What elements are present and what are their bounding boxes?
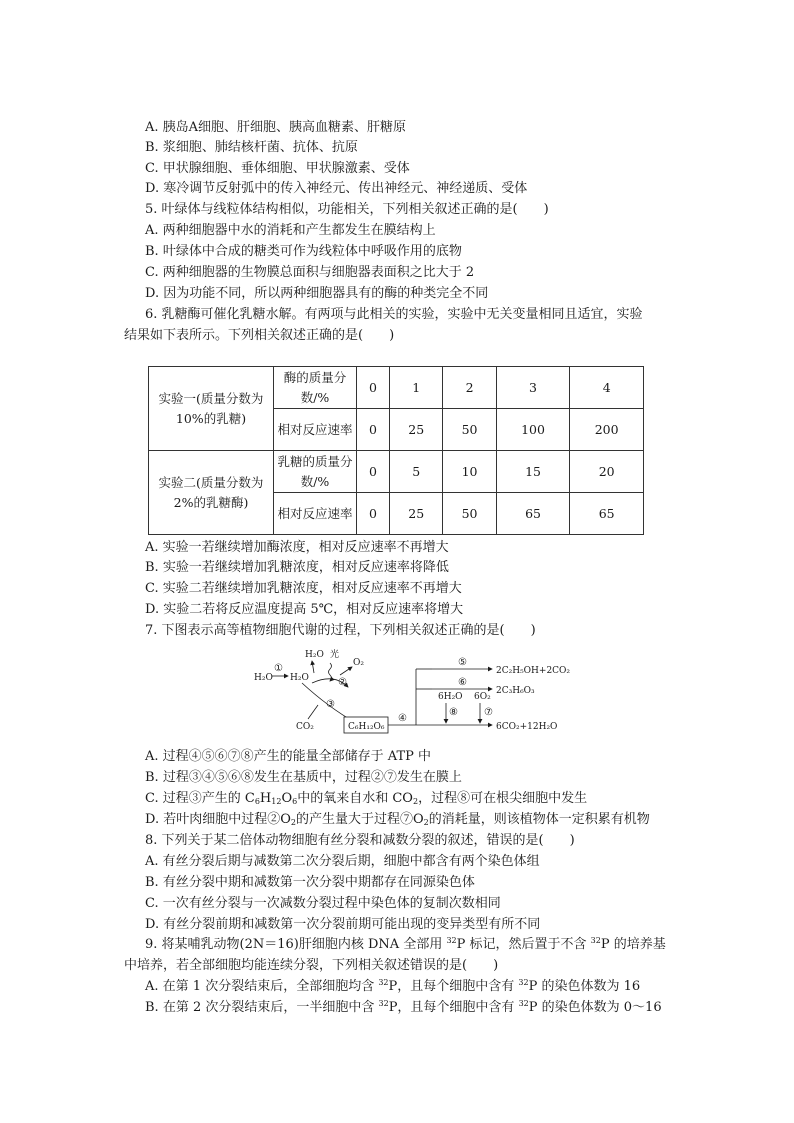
q8-option-c: C. 一次有丝分裂与一次减数分裂过程中染色体的复制次数相同 (145, 896, 501, 911)
process-3-label: ③ (326, 699, 335, 710)
water-arrow (312, 661, 314, 673)
co2-label: CO₂ (296, 722, 314, 732)
exp2-rate-label: 相对反应速率 (274, 493, 357, 535)
exp1-rate-value: 50 (443, 409, 496, 451)
q5-option-c: C. 两种细胞器的生物膜总面积与细胞器表面积之比大于 2 (145, 265, 475, 280)
h2o-left-label: H₂O (254, 673, 273, 683)
q8-option-d: D. 有丝分裂前期和减数第一次分裂前期可能出现的变异类型有所不同 (145, 917, 541, 932)
exp1-var-value: 2 (443, 367, 496, 409)
prev-option-d: D. 寒冷调节反射弧中的传入神经元、传出神经元、神经递质、受体 (145, 181, 528, 196)
ethanol-product-label: 2C₂H₅OH+2CO₂ (496, 666, 571, 676)
exp2-var-value: 10 (443, 451, 496, 493)
exp1-label: 实验一(质量分数为 10%的乳糖) (149, 367, 274, 451)
prev-option-b: B. 浆细胞、肺结核杆菌、抗体、抗原 (145, 140, 358, 155)
final-product-label: 6CO₂+12H₂O (496, 722, 558, 732)
q9-stem-line1: 9. 将某哺乳动物(2N＝16)肝细胞内核 DNA 全部用 $^{32}$P 标记，然后置于不含 $^{32}$P 的培养基 (145, 936, 666, 952)
q7-option-d: D. 若叶肉细胞中过程$②O_2$的产生量大于过程$⑦O_2$的消耗量，则该植物体一定积累有机物 (145, 812, 650, 827)
q5-stem: 5. 叶绿体与线粒体结构相似，功能相关，下列相关叙述正确的是( ) (145, 202, 549, 217)
q7-option-c: C. 过程③产生的 $C_6H_{12}O_6$中的氧来自水和 $CO_2$，过程⑧可在根尖细胞中发生 (145, 791, 588, 806)
process-8-label: ⑧ (449, 707, 458, 718)
exp2-label: 实验二(质量分数为 2%的乳糖酶) (149, 451, 274, 535)
process-2-label: ② (338, 677, 347, 688)
exp2-var-value: 5 (390, 451, 443, 493)
process-5-label: ⑤ (458, 657, 467, 668)
prev-option-a: A. 胰岛A细胞、肝细胞、胰高血糖素、肝糖原 (145, 120, 407, 135)
exp2-var-value: 15 (496, 451, 570, 493)
q8-option-a: A. 有丝分裂后期与减数第二次分裂后期，细胞中都含有两个染色体组 (145, 854, 540, 869)
exp1-rate-value: 100 (496, 409, 570, 451)
exp2-var-value: 20 (570, 451, 644, 493)
exp1-var-value: 1 (390, 367, 443, 409)
q5-option-b: B. 叶绿体中合成的糖类可作为线粒体中呼吸作用的底物 (145, 244, 462, 259)
q6-stem-line1: 6. 乳糖酶可催化乳糖水解。有两项与此相关的实验，实验中无关变量相同且适宜，实验 (145, 307, 643, 322)
exp1-var-value: 0 (357, 367, 390, 409)
exp2-var-value: 0 (357, 451, 390, 493)
exp1-var-label: 酶的质量分数/% (274, 367, 357, 409)
exp1-rate-label: 相对反应速率 (274, 409, 357, 451)
o2-arrow (340, 667, 352, 675)
process-7-label: ⑦ (484, 707, 493, 718)
q6-option-d: D. 实验二若将反应温度提高 5℃，相对反应速率将增大 (145, 602, 464, 617)
exp1-rate-value: 200 (570, 409, 644, 451)
o2-input-label: 6O₂ (474, 692, 491, 702)
q7-option-a: A. 过程④⑤⑥⑦⑧产生的能量全部储存于 ATP 中 (145, 749, 432, 764)
exp2-rate-value: 65 (496, 493, 570, 535)
exp2-var-label: 乳糖的质量分数/% (274, 451, 357, 493)
co2-line (308, 705, 318, 719)
exp2-rate-value: 0 (357, 493, 390, 535)
q5-option-a: A. 两种细胞器中水的消耗和产生都发生在膜结构上 (145, 223, 436, 238)
exp1-var-value: 4 (570, 367, 644, 409)
q8-option-b: B. 有丝分裂中期和减数第一次分裂中期都存在同源染色体 (145, 875, 475, 890)
q9-stem-line2: 中培养，若全部细胞均能连续分裂，下列相关叙述错误的是( ) (124, 958, 499, 973)
prev-option-c: C. 甲状腺细胞、垂体细胞、甲状腺激素、受体 (145, 161, 410, 176)
q6-stem-line2: 结果如下表所示。下列相关叙述正确的是( ) (124, 328, 395, 343)
q6-option-b: B. 实验一若继续增加乳糖浓度，相对反应速率将降低 (145, 560, 449, 575)
q7-stem: 7. 下图表示高等植物细胞代谢的过程，下列相关叙述正确的是( ) (145, 623, 536, 638)
h2o-top-label: H₂O (305, 650, 324, 660)
light-label: 光 (330, 650, 340, 660)
q8-stem: 8. 下列关于某二倍体动物细胞有丝分裂和减数分裂的叙述，错误的是( ) (145, 833, 575, 848)
exp2-rate-value: 65 (570, 493, 644, 535)
glucose-label: C₆H₁₂O₆ (348, 722, 385, 732)
exp1-var-value: 3 (496, 367, 570, 409)
exp1-rate-value: 0 (357, 409, 390, 451)
lactate-product-label: 2C₃H₆O₃ (496, 686, 535, 696)
metabolism-diagram (248, 645, 588, 740)
h2o-mid-label: H₂O (290, 673, 309, 683)
q6-results-table (148, 366, 644, 535)
h2o-input-label: 6H₂O (438, 692, 463, 702)
q9-option-b: B. 在第 2 次分裂结束后，一半细胞中含 $^{32}$P，且每个细胞中含有 $^{32}$P 的染色体数为 0～16 (145, 999, 662, 1015)
q7-option-b: B. 过程③④⑤⑥⑧发生在基质中，过程②⑦发生在膜上 (145, 770, 462, 785)
q6-option-a: A. 实验一若继续增加酶浓度，相对反应速率不再增大 (145, 540, 449, 555)
process-1-label: ① (274, 663, 283, 674)
q5-option-d: D. 因为功能不同，所以两种细胞器具有的酶的种类完全不同 (145, 286, 489, 301)
light-arrow (329, 663, 332, 681)
q6-option-c: C. 实验二若继续增加乳糖浓度，相对反应速率不再增大 (145, 581, 462, 596)
o2-top-label: O₂ (353, 658, 364, 668)
exp2-rate-value: 50 (443, 493, 496, 535)
process-6-label: ⑥ (458, 677, 467, 688)
process-4-label: ④ (398, 713, 407, 724)
q9-option-a: A. 在第 1 次分裂结束后，全部细胞均含 $^{32}$P，且每个细胞中含有 $^{32}$P 的染色体数为 16 (145, 978, 641, 994)
exp2-rate-value: 25 (390, 493, 443, 535)
exp1-rate-value: 25 (390, 409, 443, 451)
